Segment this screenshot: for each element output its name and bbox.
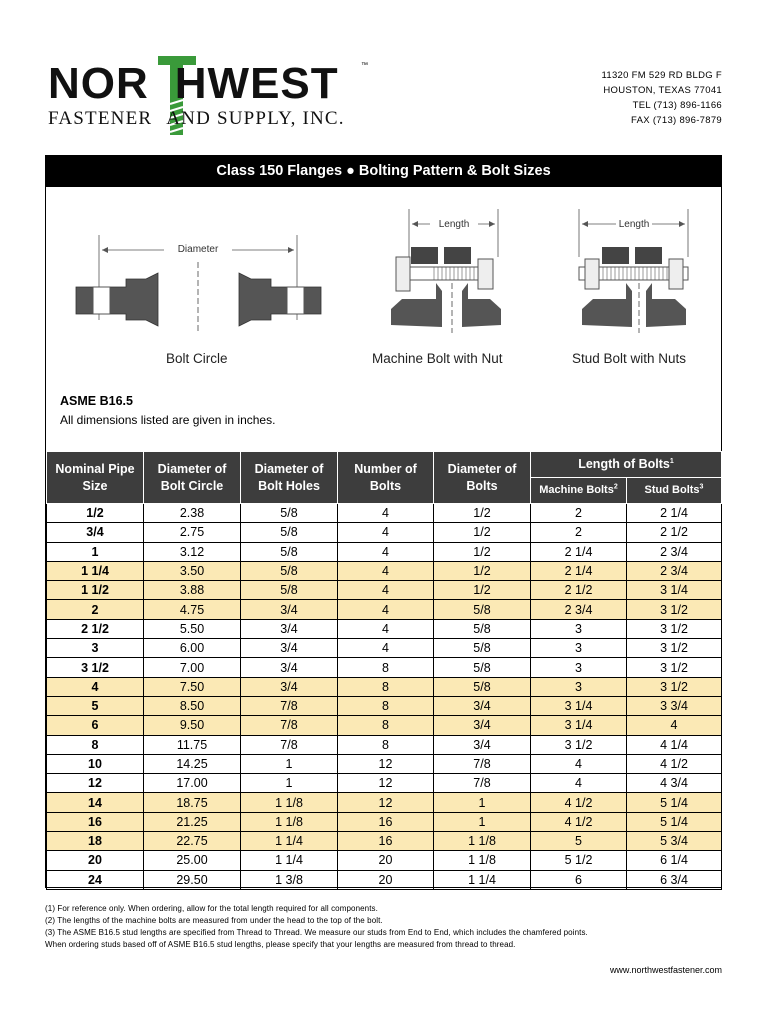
header-stud-bolts: [627, 478, 722, 504]
footnote-ref-2: 2: [613, 483, 618, 491]
cell-count: 8: [338, 677, 434, 696]
cell-stud: 2 3/4: [627, 561, 722, 580]
cell-circle: 3.50: [144, 561, 241, 580]
cell-size: 2 1/2: [47, 619, 144, 638]
fax-line: FAX (713) 896-7879: [631, 115, 722, 126]
header-length-label: Length of Bolts: [578, 457, 670, 471]
cell-size: 2: [47, 600, 144, 619]
cell-count: 4: [338, 542, 434, 561]
machine-bolt-dimension: Length: [438, 219, 470, 230]
cell-size: 10: [47, 754, 144, 773]
cell-dia: 1 1/4: [434, 870, 531, 889]
cell-circle: 6.00: [144, 639, 241, 658]
logo-word-left: NOR: [48, 59, 149, 108]
logo-sub-right: AND SUPPLY, INC.: [166, 108, 345, 129]
cell-stud: 3 3/4: [627, 696, 722, 715]
header-bolt-holes: Diameter of Bolt Holes: [241, 452, 338, 504]
company-address: [602, 68, 722, 128]
cell-size: 1 1/2: [47, 581, 144, 600]
header-diameter-of-bolts: Diameter of Bolts: [434, 452, 531, 504]
cell-circle: 5.50: [144, 619, 241, 638]
website-link[interactable]: www.northwestfastener.com: [609, 965, 722, 975]
cell-circle: 3.88: [144, 581, 241, 600]
cell-holes: 3/4: [241, 658, 338, 677]
cell-dia: 1 1/8: [434, 851, 531, 870]
table-row: [47, 735, 722, 754]
cell-holes: 3/4: [241, 639, 338, 658]
cell-dia: 7/8: [434, 774, 531, 793]
cell-machine: 5: [531, 832, 627, 851]
standard-note: All dimensions listed are given in inches.: [60, 413, 276, 427]
cell-machine: 4 1/2: [531, 812, 627, 831]
logo-sub-left: FASTENER: [48, 108, 153, 129]
cell-circle: 18.75: [144, 793, 241, 812]
cell-count: 8: [338, 696, 434, 715]
cell-count: 20: [338, 851, 434, 870]
cell-size: 3/4: [47, 523, 144, 542]
footnote-ref-1: 1: [669, 457, 674, 465]
cell-holes: 7/8: [241, 716, 338, 735]
cell-circle: 7.50: [144, 677, 241, 696]
cell-holes: 7/8: [241, 696, 338, 715]
cell-size: 3 1/2: [47, 658, 144, 677]
cell-stud: 3 1/2: [627, 619, 722, 638]
cell-count: 4: [338, 600, 434, 619]
cell-count: 20: [338, 870, 434, 889]
cell-stud: 6 1/4: [627, 851, 722, 870]
standard-name: ASME B16.5: [60, 394, 133, 408]
cell-holes: 1 1/8: [241, 812, 338, 831]
cell-holes: 5/8: [241, 504, 338, 523]
cell-circle: 7.00: [144, 658, 241, 677]
table-row: [47, 754, 722, 773]
cell-holes: 5/8: [241, 561, 338, 580]
cell-machine: 2: [531, 504, 627, 523]
cell-holes: 1 1/8: [241, 793, 338, 812]
cell-size: 4: [47, 677, 144, 696]
logo-subtitle: [48, 108, 345, 130]
cell-circle: 17.00: [144, 774, 241, 793]
bolt-size-table: [46, 451, 722, 890]
cell-circle: 25.00: [144, 851, 241, 870]
cell-stud: 4 3/4: [627, 774, 722, 793]
cell-machine: 3: [531, 677, 627, 696]
cell-holes: 3/4: [241, 677, 338, 696]
cell-count: 4: [338, 523, 434, 542]
cell-stud: 3 1/2: [627, 658, 722, 677]
cell-count: 8: [338, 716, 434, 735]
cell-machine: 2 1/4: [531, 561, 627, 580]
company-logo: [48, 56, 378, 136]
table-row: [47, 561, 722, 580]
cell-dia: 5/8: [434, 639, 531, 658]
cell-dia: 3/4: [434, 735, 531, 754]
cell-dia: 3/4: [434, 716, 531, 735]
cell-holes: 3/4: [241, 619, 338, 638]
cell-stud: 3 1/2: [627, 639, 722, 658]
table-row: [47, 619, 722, 638]
cell-machine: 4: [531, 754, 627, 773]
stud-bolt-caption: Stud Bolt with Nuts: [572, 351, 687, 366]
footnote-ref-3: 3: [699, 483, 704, 491]
table-row: [47, 658, 722, 677]
cell-machine: 4: [531, 774, 627, 793]
cell-holes: 1 3/8: [241, 870, 338, 889]
machine-bolt-caption: Machine Bolt with Nut: [372, 351, 503, 366]
table-row: [47, 832, 722, 851]
cell-circle: 11.75: [144, 735, 241, 754]
cell-count: 16: [338, 832, 434, 851]
cell-circle: 9.50: [144, 716, 241, 735]
cell-size: 20: [47, 851, 144, 870]
header-stud-label: Stud Bolts: [644, 484, 700, 496]
cell-count: 8: [338, 658, 434, 677]
table-row: [47, 677, 722, 696]
cell-count: 4: [338, 504, 434, 523]
cell-holes: 3/4: [241, 600, 338, 619]
cell-machine: 2 3/4: [531, 600, 627, 619]
cell-circle: 21.25: [144, 812, 241, 831]
diagrams-area: [46, 187, 721, 367]
logo-wordmark: [48, 59, 339, 108]
cell-size: 14: [47, 793, 144, 812]
cell-circle: 8.50: [144, 696, 241, 715]
cell-size: 6: [47, 716, 144, 735]
cell-count: 8: [338, 735, 434, 754]
table-row: [47, 542, 722, 561]
cell-dia: 1: [434, 793, 531, 812]
table-body: [47, 504, 722, 890]
cell-machine: 2 1/4: [531, 542, 627, 561]
cell-circle: 3.12: [144, 542, 241, 561]
cell-size: 24: [47, 870, 144, 889]
cell-dia: 1: [434, 812, 531, 831]
cell-circle: 2.38: [144, 504, 241, 523]
cell-stud: 2 1/4: [627, 504, 722, 523]
cell-size: 12: [47, 774, 144, 793]
cell-machine: 2 1/2: [531, 581, 627, 600]
cell-stud: 5 1/4: [627, 793, 722, 812]
header-number-of-bolts: Number of Bolts: [338, 452, 434, 504]
cell-holes: 1: [241, 754, 338, 773]
table-row: [47, 523, 722, 542]
header-machine-bolts: [531, 478, 627, 504]
cell-size: 1: [47, 542, 144, 561]
header-length-of-bolts: [531, 452, 722, 478]
cell-dia: 7/8: [434, 754, 531, 773]
cell-holes: 1 1/4: [241, 832, 338, 851]
cell-machine: 3: [531, 639, 627, 658]
table-row: [47, 581, 722, 600]
cell-dia: 5/8: [434, 677, 531, 696]
cell-machine: 6: [531, 870, 627, 889]
cell-size: 1 1/4: [47, 561, 144, 580]
cell-circle: 2.75: [144, 523, 241, 542]
cell-dia: 5/8: [434, 600, 531, 619]
cell-stud: 3 1/4: [627, 581, 722, 600]
table-row: [47, 504, 722, 523]
cell-stud: 2 1/2: [627, 523, 722, 542]
cell-count: 4: [338, 561, 434, 580]
footnote-2: (2) The lengths of the machine bolts are measured from under the head to the top of the bolt.: [45, 916, 383, 925]
cell-holes: 5/8: [241, 542, 338, 561]
logo-trademark: ™: [361, 62, 368, 69]
footnotes: [45, 903, 588, 951]
cell-circle: 22.75: [144, 832, 241, 851]
table-row: [47, 851, 722, 870]
cell-stud: 5 1/4: [627, 812, 722, 831]
bolt-circle-dimension: Diameter: [177, 244, 219, 255]
address-line: HOUSTON, TEXAS 77041: [603, 85, 722, 96]
cell-stud: 6 3/4: [627, 870, 722, 889]
table-row: [47, 870, 722, 889]
cell-circle: 29.50: [144, 870, 241, 889]
cell-dia: 1/2: [434, 581, 531, 600]
header-nominal-pipe-size: Nominal Pipe Size: [47, 452, 144, 504]
phone-line: TEL (713) 896-1166: [632, 100, 722, 111]
cell-dia: 1 1/8: [434, 832, 531, 851]
cell-stud: 4 1/4: [627, 735, 722, 754]
cell-circle: 14.25: [144, 754, 241, 773]
cell-machine: 4 1/2: [531, 793, 627, 812]
stud-bolt-dimension: Length: [618, 219, 650, 230]
cell-machine: 3 1/2: [531, 735, 627, 754]
cell-holes: 5/8: [241, 581, 338, 600]
cell-machine: 2: [531, 523, 627, 542]
cell-holes: 1 1/4: [241, 851, 338, 870]
cell-stud: 5 3/4: [627, 832, 722, 851]
header-bolt-circle: Diameter of Bolt Circle: [144, 452, 241, 504]
cell-holes: 1: [241, 774, 338, 793]
table-row: [47, 600, 722, 619]
cell-dia: 1/2: [434, 504, 531, 523]
flange-chart: [45, 155, 722, 888]
cell-size: 8: [47, 735, 144, 754]
table-row: [47, 774, 722, 793]
bolt-circle-caption: Bolt Circle: [166, 351, 228, 366]
address-line: 11320 FM 529 RD BLDG F: [601, 70, 722, 81]
cell-dia: 5/8: [434, 619, 531, 638]
chart-title: Class 150 Flanges ● Bolting Pattern & Bolt Sizes: [46, 156, 721, 187]
cell-stud: 3 1/2: [627, 677, 722, 696]
cell-count: 4: [338, 581, 434, 600]
cell-stud: 2 3/4: [627, 542, 722, 561]
cell-dia: 5/8: [434, 658, 531, 677]
cell-count: 12: [338, 754, 434, 773]
cell-dia: 1/2: [434, 542, 531, 561]
cell-holes: 7/8: [241, 735, 338, 754]
cell-size: 16: [47, 812, 144, 831]
cell-stud: 4: [627, 716, 722, 735]
cell-machine: 3: [531, 619, 627, 638]
logo-word-right: HWEST: [174, 59, 339, 108]
table-row: [47, 639, 722, 658]
cell-size: 5: [47, 696, 144, 715]
cell-size: 1/2: [47, 504, 144, 523]
cell-count: 12: [338, 774, 434, 793]
header-machine-label: Machine Bolts: [539, 484, 614, 496]
footnote-3-continued: When ordering studs based off of ASME B16.5 stud lengths, please specify that your lengths are measured from thread to thread.: [45, 940, 516, 949]
footnote-3: (3) The ASME B16.5 stud lengths are specified from Thread to Thread. We measure our studs from End to End, which includes the chamfered points.: [45, 928, 588, 937]
cell-stud: 4 1/2: [627, 754, 722, 773]
cell-dia: 1/2: [434, 523, 531, 542]
cell-count: 4: [338, 639, 434, 658]
cell-count: 12: [338, 793, 434, 812]
cell-machine: 3 1/4: [531, 716, 627, 735]
cell-machine: 3 1/4: [531, 696, 627, 715]
cell-size: 3: [47, 639, 144, 658]
cell-holes: 5/8: [241, 523, 338, 542]
cell-size: 18: [47, 832, 144, 851]
table-row: [47, 716, 722, 735]
table-row: [47, 793, 722, 812]
table-row: [47, 696, 722, 715]
cell-dia: 3/4: [434, 696, 531, 715]
cell-count: 16: [338, 812, 434, 831]
cell-stud: 3 1/2: [627, 600, 722, 619]
cell-circle: 4.75: [144, 600, 241, 619]
cell-machine: 5 1/2: [531, 851, 627, 870]
table-row: [47, 812, 722, 831]
cell-count: 4: [338, 619, 434, 638]
footnote-1: (1) For reference only. When ordering, allow for the total length required for all components.: [45, 904, 378, 913]
cell-machine: 3: [531, 658, 627, 677]
cell-dia: 1/2: [434, 561, 531, 580]
